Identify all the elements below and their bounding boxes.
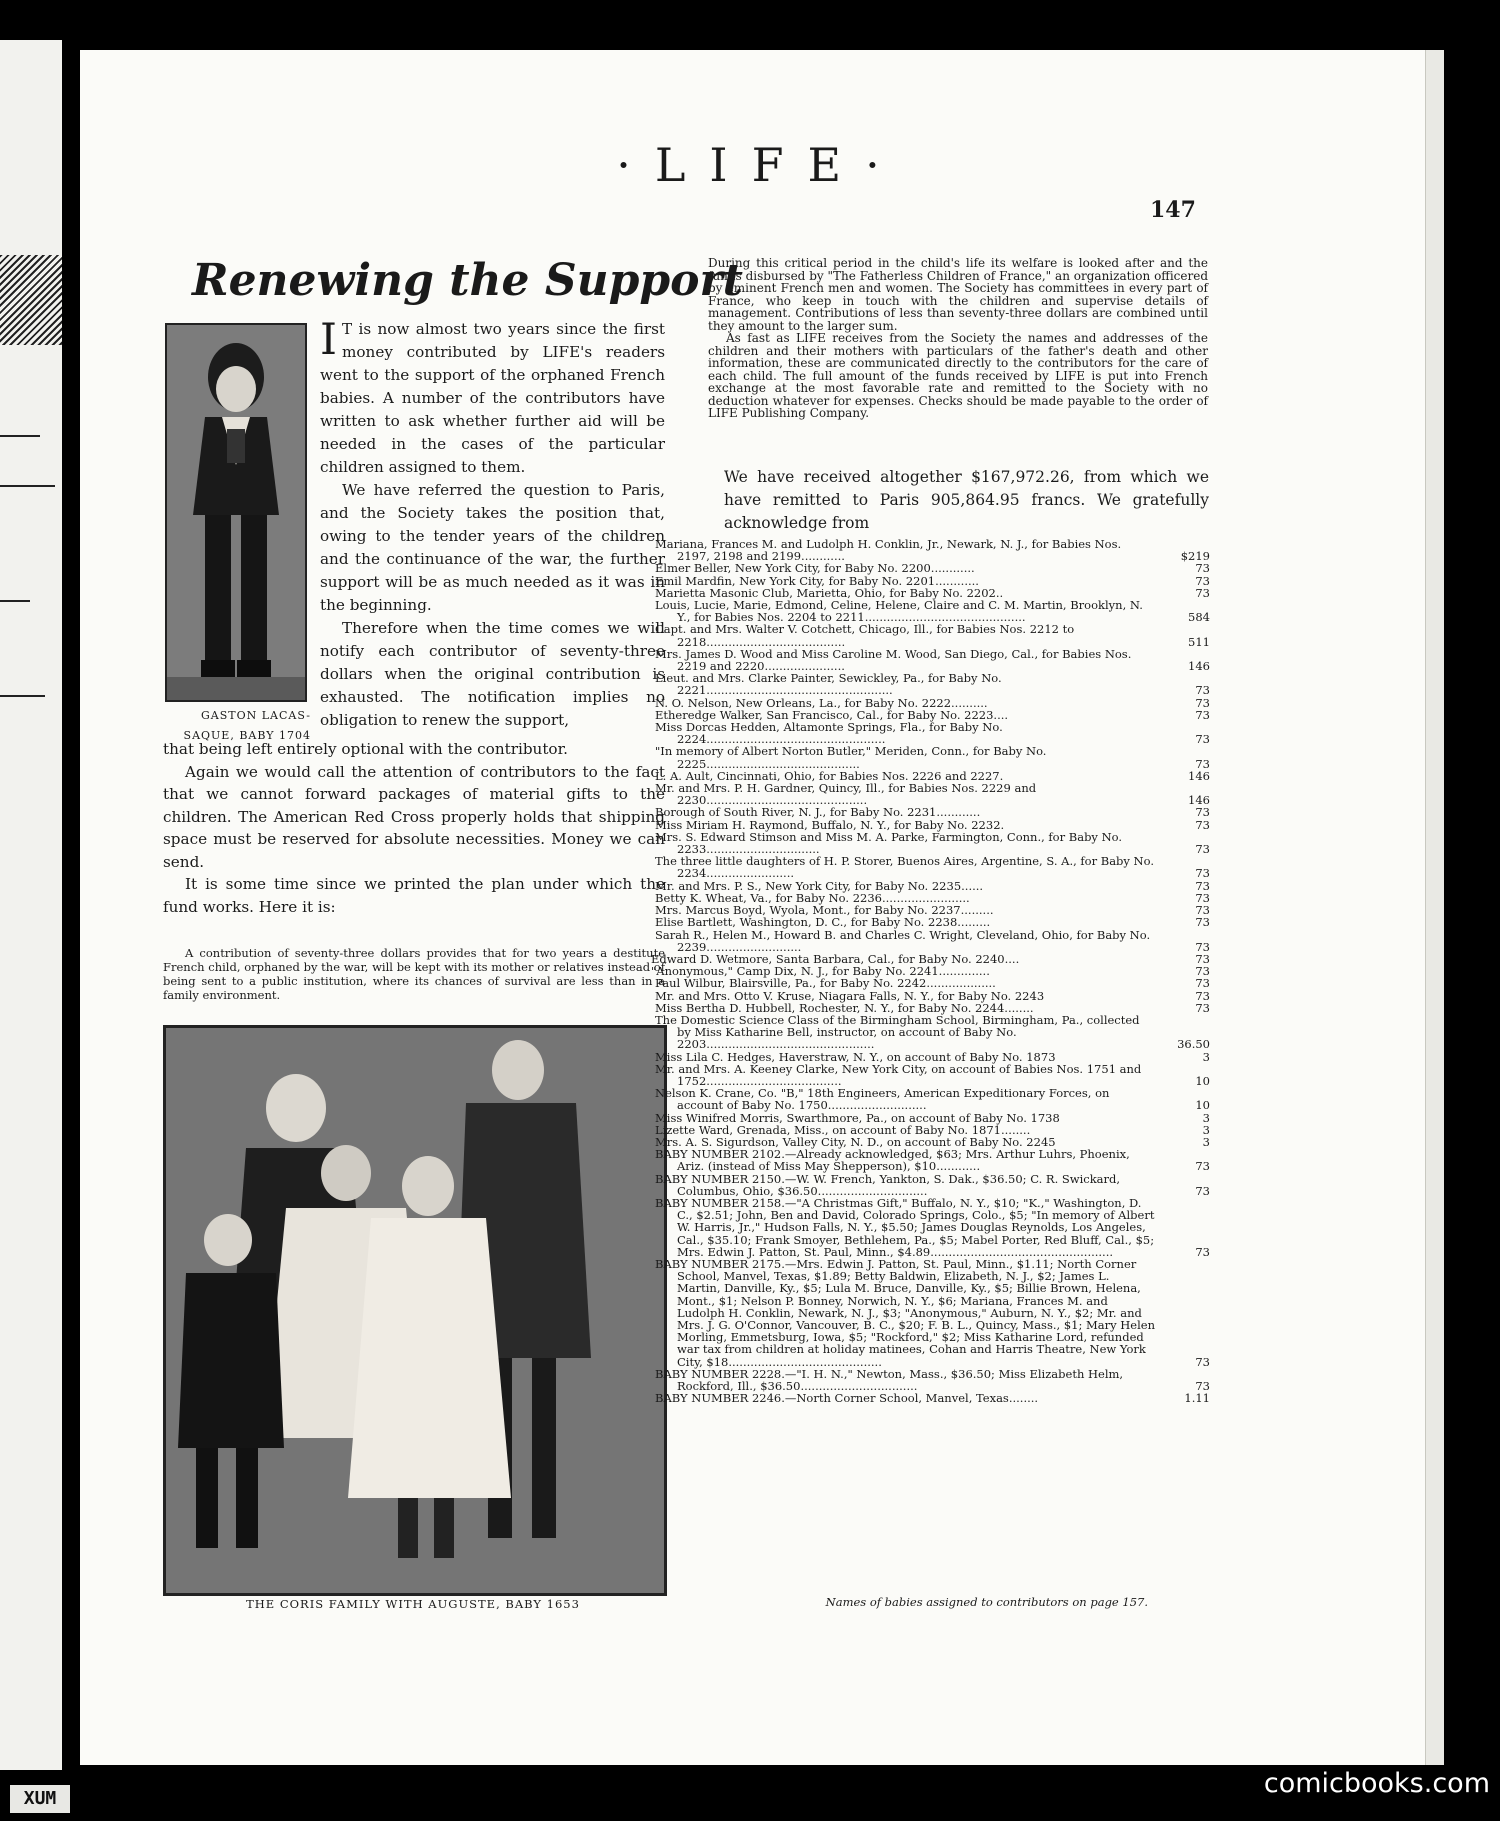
ledger-entry-text: Elmer Beller, New York City, for Baby No. 2200............ (655, 561, 975, 576)
ledger-entry-amount: 10 (1195, 1098, 1210, 1113)
ledger-entry-text: Paul Wilbur, Blairsville, Pa., for Baby No. 2242................... (655, 976, 996, 991)
ledger-entry (655, 538, 1210, 562)
ledger-entry-amount: 73 (1195, 988, 1210, 1003)
ledger-entry-amount: 73 (1195, 903, 1210, 918)
ledger-entry-text: Lizette Ward, Grenada, Miss., on account of Baby No. 1871........ (655, 1122, 1031, 1137)
ledger-entry (655, 1014, 1210, 1051)
ledger-entry-text: Mr. and Mrs. P. H. Gardner, Quincy, Ill., for Babies Nos. 2229 and 2230............................................ (655, 781, 1037, 808)
ledger-entry (655, 1197, 1210, 1258)
ledger-entry-amount: 73 (1195, 1379, 1210, 1394)
ledger-entry-text: Sarah R., Helen M., Howard B. and Charles C. Wright, Cleveland, Ohio, for Baby No. 2239.......................... (655, 927, 1151, 954)
ledger-entry-text: Miss Bertha D. Hubbell, Rochester, N. Y., for Baby No. 2244........ (655, 1000, 1034, 1015)
ledger-entry-text: L. A. Ault, Cincinnati, Ohio, for Babies Nos. 2226 and 2227. (655, 768, 1004, 783)
ledger-entry-amount: 73 (1195, 573, 1210, 588)
ledger-entry-text: BABY NUMBER 2158.—"A Christmas Gift," Buffalo, N. Y., $10; "K.," Washington, D. C., $2.51; John, Ben and David, Colorado Springs, Colo., $5; "In memory of Albert W. Harris, Jr.," Hudson Falls, N. Y., $5.50; James Douglas Reynolds, Los Angeles, Cal., $35.10; Frank Smoyer, Bethlehem, Pa., $5; Mabel Porter, Red Bluff, Cal., $5; Mrs. Edwin J. Patton, St. Paul, Minn., $4.89.................................................. (655, 1195, 1155, 1259)
ledger-entry-text: Elise Bartlett, Washington, D. C., for Baby No. 2238......... (655, 915, 991, 930)
ledger-entry-text: Louis, Lucie, Marie, Edmond, Celine, Helene, Claire and C. M. Martin, Brooklyn, N. Y., for Babies Nos. 2204 to 2211............................................ (655, 598, 1143, 625)
ledger-entry (655, 1087, 1210, 1111)
ledger-entry-text: N. O. Nelson, New Orleans, La., for Baby No. 2222.......... (655, 695, 988, 710)
ledger-entry-text: Marietta Masonic Club, Marietta, Ohio, for Baby No. 2202.. (655, 585, 1004, 600)
ledger-entry-amount: 73 (1195, 817, 1210, 832)
boy-portrait-image (167, 325, 305, 700)
ledger-entry-amount: 73 (1195, 756, 1210, 771)
ledger-entry (655, 977, 1210, 989)
ledger-entry-amount: 36.50 (1177, 1037, 1210, 1052)
ledger-entry-amount: 73 (1195, 964, 1210, 979)
ledger-entry-text: Mr. and Mrs. P. S., New York City, for Baby No. 2235...... (655, 878, 984, 893)
ledger-entry-amount: 73 (1195, 1183, 1210, 1198)
ledger-entry-amount: 73 (1195, 561, 1210, 576)
ledger-entry (655, 1258, 1210, 1368)
coris-family-image (166, 1028, 664, 1593)
ledger-entry-amount: 73 (1195, 695, 1210, 710)
right-paragraph-2: As fast as LIFE receives from the Society the names and addresses of the children and their mothers with particulars of the father's death and other information, these are communicated directly to the contributors for the care of each child. The full amount of the funds received by LIFE is put into French exchange at the most favorable rate and remitted to the Society with no deduction whatever for expenses. Checks should be made payable to the order of LIFE Publishing Company. (708, 331, 1208, 420)
ledger-entry-text: Etheredge Walker, San Francisco, Cal., for Baby No. 2223.... (655, 707, 1009, 722)
ledger-entry (655, 990, 1210, 1002)
ledger-entry-amount: 584 (1188, 610, 1210, 625)
ledger-entry-amount: 73 (1195, 976, 1210, 991)
portrait-photo (165, 323, 307, 702)
ledger-entry-amount: 73 (1195, 866, 1210, 881)
ledger-entry-amount: 73 (1195, 1244, 1210, 1259)
ledger-entry-text: The Domestic Science Class of the Birmingham School, Birmingham, Pa., collected by Miss Katharine Bell, instructor, on account of Baby No. 2203.............................................. (655, 1012, 1140, 1052)
scan-label: XUM (10, 1785, 70, 1813)
ledger-entry-text: BABY NUMBER 2246.—North Corner School, Manvel, Texas........ (655, 1391, 1039, 1406)
ledger-entry (655, 599, 1210, 623)
ledger-entry-text: Mrs. S. Edward Stimson and Miss M. A. Parke, Farmington, Conn., for Baby No. 2233............................... (655, 829, 1123, 857)
ledger-entry-text: Miss Miriam H. Raymond, Buffalo, N. Y., for Baby No. 2232. (655, 817, 1005, 832)
ledger-entry-amount: 73 (1195, 939, 1210, 954)
ledger-entry-text: The three little daughters of H. P. Storer, Buenos Aires, Argentine, S. A., for Baby No. 2234........................ (655, 854, 1154, 881)
ledger-entry-text: Lieut. and Mrs. Clarke Painter, Sewickley, Pa., for Baby No. 2221................................................... (655, 671, 1002, 698)
intro-column (320, 315, 665, 732)
page-edge (1425, 50, 1444, 1765)
ledger-entry-amount: 146 (1188, 659, 1210, 674)
fund-plan-text: A contribution of seventy-three dollars provides that for two years a destitute French child, orphaned by the war, will be kept with its mother or relatives instead of being sent to a public institution, where its chances of survival are less than in a family environment. (163, 946, 665, 1002)
ledger-entry (655, 782, 1210, 806)
article-title: Renewing the Support (192, 255, 743, 306)
ledger-entry-amount: 73 (1195, 1159, 1210, 1174)
ledger-entry-amount: 73 (1195, 842, 1210, 857)
ledger-entry-amount: 73 (1195, 1000, 1210, 1015)
ledger-entry (655, 623, 1210, 647)
ledger-entry (655, 575, 1210, 587)
continuation-paragraph-2: Again we would call the attention of contributors to the fact that we cannot forward packages of material gifts to the children. The American Red Cross properly holds that shipping space must be reserved for absolute necessities. Money we can send. (163, 762, 665, 871)
ledger-entry-amount: 73 (1195, 878, 1210, 893)
ledger-entry-text: Miss Dorcas Hedden, Altamonte Springs, Fla., for Baby No. 2224................................................. (655, 720, 1003, 747)
ledger-entry-text: Nelson K. Crane, Co. "B," 18th Engineers, American Expeditionary Forces, on account of Baby No. 1750........................... (655, 1086, 1110, 1113)
previous-page-edge (0, 40, 62, 1770)
ledger-entry-text: "In memory of Albert Norton Butler," Meriden, Conn., for Baby No. 2225.......................................... (655, 744, 1047, 771)
ledger-entry-text: Capt. and Mrs. Walter V. Cotchett, Chicago, Ill., for Babies Nos. 2212 to 2218...................................... (655, 622, 1075, 649)
previous-page-illustration (0, 255, 62, 345)
ledger-entry-text: BABY NUMBER 2150.—W. W. French, Yankton, S. Dak., $36.50; C. R. Swickard, Columbus, Ohio, $36.50.............................. (655, 1171, 1121, 1198)
ledger-entry (655, 1148, 1210, 1172)
ledger-entry (655, 672, 1210, 696)
ledger-entry (655, 806, 1210, 818)
ledger-entry (655, 1368, 1210, 1392)
ledger-entry-text: BABY NUMBER 2175.—Mrs. Edwin J. Patton, St. Paul, Minn., $1.11; North Corner School, Manvel, Texas, $1.89; Betty Baldwin, Elizabeth, N. J., $2; James L. Martin, Danville, Ky., $5; Lula M. Bruce, Danville, Ky., $5; Billie Brown, Helena, Mont., $1; Nelson P. Bonney, Norwich, N. Y., $6; Mariana, Frances M. and Ludolph H. Conklin, Newark, N. J., $3; "Anonymous," Auburn, N. Y., $2; Mr. and Mrs. J. G. O'Connor, Vancouver, B. C., $20; F. B. L., Quincy, Mass., $1; Mary Helen Morling, Emmetsburg, Iowa, $5; "Rockford," $2; Miss Katharine Lord, refunded war tax from children at holiday matinees, Cohan and Harris Theatre, New York City, $18.......................................... (655, 1256, 1155, 1369)
family-photo-caption: THE CORIS FAMILY WITH AUGUSTE, BABY 1653 (246, 1597, 580, 1611)
ledger-entry (655, 1392, 1210, 1404)
ledger-entry (655, 916, 1210, 928)
previous-page-mark (0, 435, 40, 437)
previous-page-mark (0, 695, 45, 697)
previous-page-mark (0, 485, 55, 487)
ledger-entry-amount: 3 (1202, 1110, 1210, 1125)
ledger-entry-amount: 73 (1195, 585, 1210, 600)
ledger-entry-text: BABY NUMBER 2102.—Already acknowledged, $63; Mrs. Arthur Luhrs, Phoenix, Ariz. (instead of Miss May Shepperson), $10............ (655, 1147, 1130, 1174)
ledger-entry-amount: 3 (1202, 1049, 1210, 1064)
ledger-entry-amount: 73 (1195, 707, 1210, 722)
ledger-entry-amount: 146 (1188, 793, 1210, 808)
ledger-entry-text: Edward D. Wetmore, Santa Barbara, Cal., for Baby No. 2240.... (651, 951, 1020, 966)
ledger-entry (655, 929, 1210, 953)
ledger-entry-amount: 3 (1202, 1122, 1210, 1137)
ledger-entry-amount: 73 (1195, 890, 1210, 905)
drop-cap: I (320, 315, 337, 365)
ledger-entry-text: "Anonymous," Camp Dix, N. J., for Baby No. 2241.............. (651, 964, 990, 979)
continuation-column (163, 738, 665, 918)
ledger-entry-text: Betty K. Wheat, Va., for Baby No. 2236........................ (655, 890, 970, 905)
ledger-entry-amount: $219 (1180, 549, 1210, 564)
ledger-entry (655, 721, 1210, 745)
ledger-entry-amount: 73 (1195, 915, 1210, 930)
ledger-entry (655, 745, 1210, 769)
intro-paragraph-3: Therefore when the time comes we will notify each contributor of seventy-three dollars when the original contribution is exhausted. The notification implies no obligation to renew the support, (320, 619, 665, 729)
ledger-entry (655, 562, 1210, 574)
portrait-caption: GASTON LACAS-SAQUE, BABY 1704 (183, 709, 311, 742)
ledger-entry-text: BABY NUMBER 2228.—"I. H. N.," Newton, Mass., $36.50; Miss Elizabeth Helm, Rockford, Ill., $36.50................................ (655, 1366, 1124, 1394)
contributor-list (651, 537, 1210, 1406)
ledger-entry-text: Emil Mardfin, New York City, for Baby No. 2201............ (655, 573, 979, 588)
right-column-intro (708, 257, 1208, 420)
ledger-entry-text: Mrs. James D. Wood and Miss Caroline M. Wood, San Diego, Cal., for Babies Nos. 2219 and 2220...................... (655, 646, 1132, 674)
right-paragraph-1: During this critical period in the child's life its welfare is looked after and the funds disbursed by "The Fatherless Children of France," an organization officered by eminent French men and women. The Society has committees in every part of France, who keep in touch with the children and supervise details of management. Contributions of less than seventy-three dollars are combined until they amount to the larger sum. (708, 256, 1208, 333)
ledger-entry-text: Borough of South River, N. J., for Baby No. 2231............ (655, 805, 981, 820)
ledger-entry-amount: 1.11 (1184, 1391, 1210, 1406)
intro-paragraph-1: T is now almost two years since the first money contributed by LIFE's readers went to the support of the orphaned French babies. A number of the contributors have written to ask whether further aid will be needed in the cases of the particular children assigned to them. (320, 320, 665, 476)
ledger-entry-amount: 73 (1195, 805, 1210, 820)
ledger-entry (655, 831, 1210, 855)
ledger-entry-text: Mariana, Frances M. and Ludolph H. Conklin, Jr., Newark, N. J., for Babies Nos. 2197, 2198 and 2199............ (655, 537, 1122, 564)
ledger-entry-amount: 10 (1195, 1073, 1210, 1088)
ledger-entry (655, 1173, 1210, 1197)
footnote: Names of babies assigned to contributors on page 157. (825, 1595, 1148, 1609)
continuation-paragraph-3: It is some time since we printed the plan under which the fund works. Here it is: (163, 875, 665, 916)
previous-page-mark (0, 600, 30, 602)
ledger-entry-text: Miss Winifred Morris, Swarthmore, Pa., on account of Baby No. 1738 (655, 1110, 1060, 1125)
ledger-entry-text: Mrs. Marcus Boyd, Wyola, Mont., for Baby No. 2237......... (655, 903, 994, 918)
received-total-text: We have received altogether $167,972.26, from which we have remitted to Paris 905,864.95 francs. We gratefully acknowledge from (724, 468, 1209, 532)
ledger-entry (655, 1063, 1210, 1087)
ledger-entry-amount: 511 (1188, 634, 1210, 649)
intro-paragraph-2: We have referred the question to Paris, and the Society takes the position that, owing to the tender years of the children and the continuance of the war, the further support will be as much needed as it was in the beginning. (320, 481, 665, 614)
family-photo (163, 1025, 667, 1596)
ledger-entry (655, 855, 1210, 879)
ledger-entry (655, 697, 1210, 709)
ledger-entry-amount: 73 (1195, 951, 1210, 966)
ledger-entry-amount: 73 (1195, 683, 1210, 698)
page-number: 147 (1150, 197, 1196, 223)
ledger-entry-text: Miss Lila C. Hedges, Haverstraw, N. Y., on account of Baby No. 1873 (655, 1049, 1056, 1064)
ledger-entry (655, 1051, 1210, 1063)
ledger-entry-amount: 146 (1188, 768, 1210, 783)
watermark: comicbooks.com (1263, 1768, 1490, 1799)
ledger-entry-amount: 73 (1195, 1354, 1210, 1369)
ledger-entry-text: Mrs. A. S. Sigurdson, Valley City, N. D., on account of Baby No. 2245 (655, 1134, 1056, 1149)
continuation-paragraph-1: that being left entirely optional with the contributor. (163, 740, 568, 758)
ledger-entry-text: Mr. and Mrs. Otto V. Kruse, Niagara Falls, N. Y., for Baby No. 2243 (655, 988, 1045, 1003)
ledger-entry-amount: 73 (1195, 732, 1210, 747)
masthead: ·LIFE· (616, 138, 904, 192)
ledger-entry-amount: 3 (1202, 1134, 1210, 1149)
ledger-entry (655, 1112, 1210, 1124)
ledger-entry-text: Mr. and Mrs. A. Keeney Clarke, New York City, on account of Babies Nos. 1751 and 1752..................................... (655, 1061, 1142, 1088)
ledger-entry (655, 648, 1210, 672)
